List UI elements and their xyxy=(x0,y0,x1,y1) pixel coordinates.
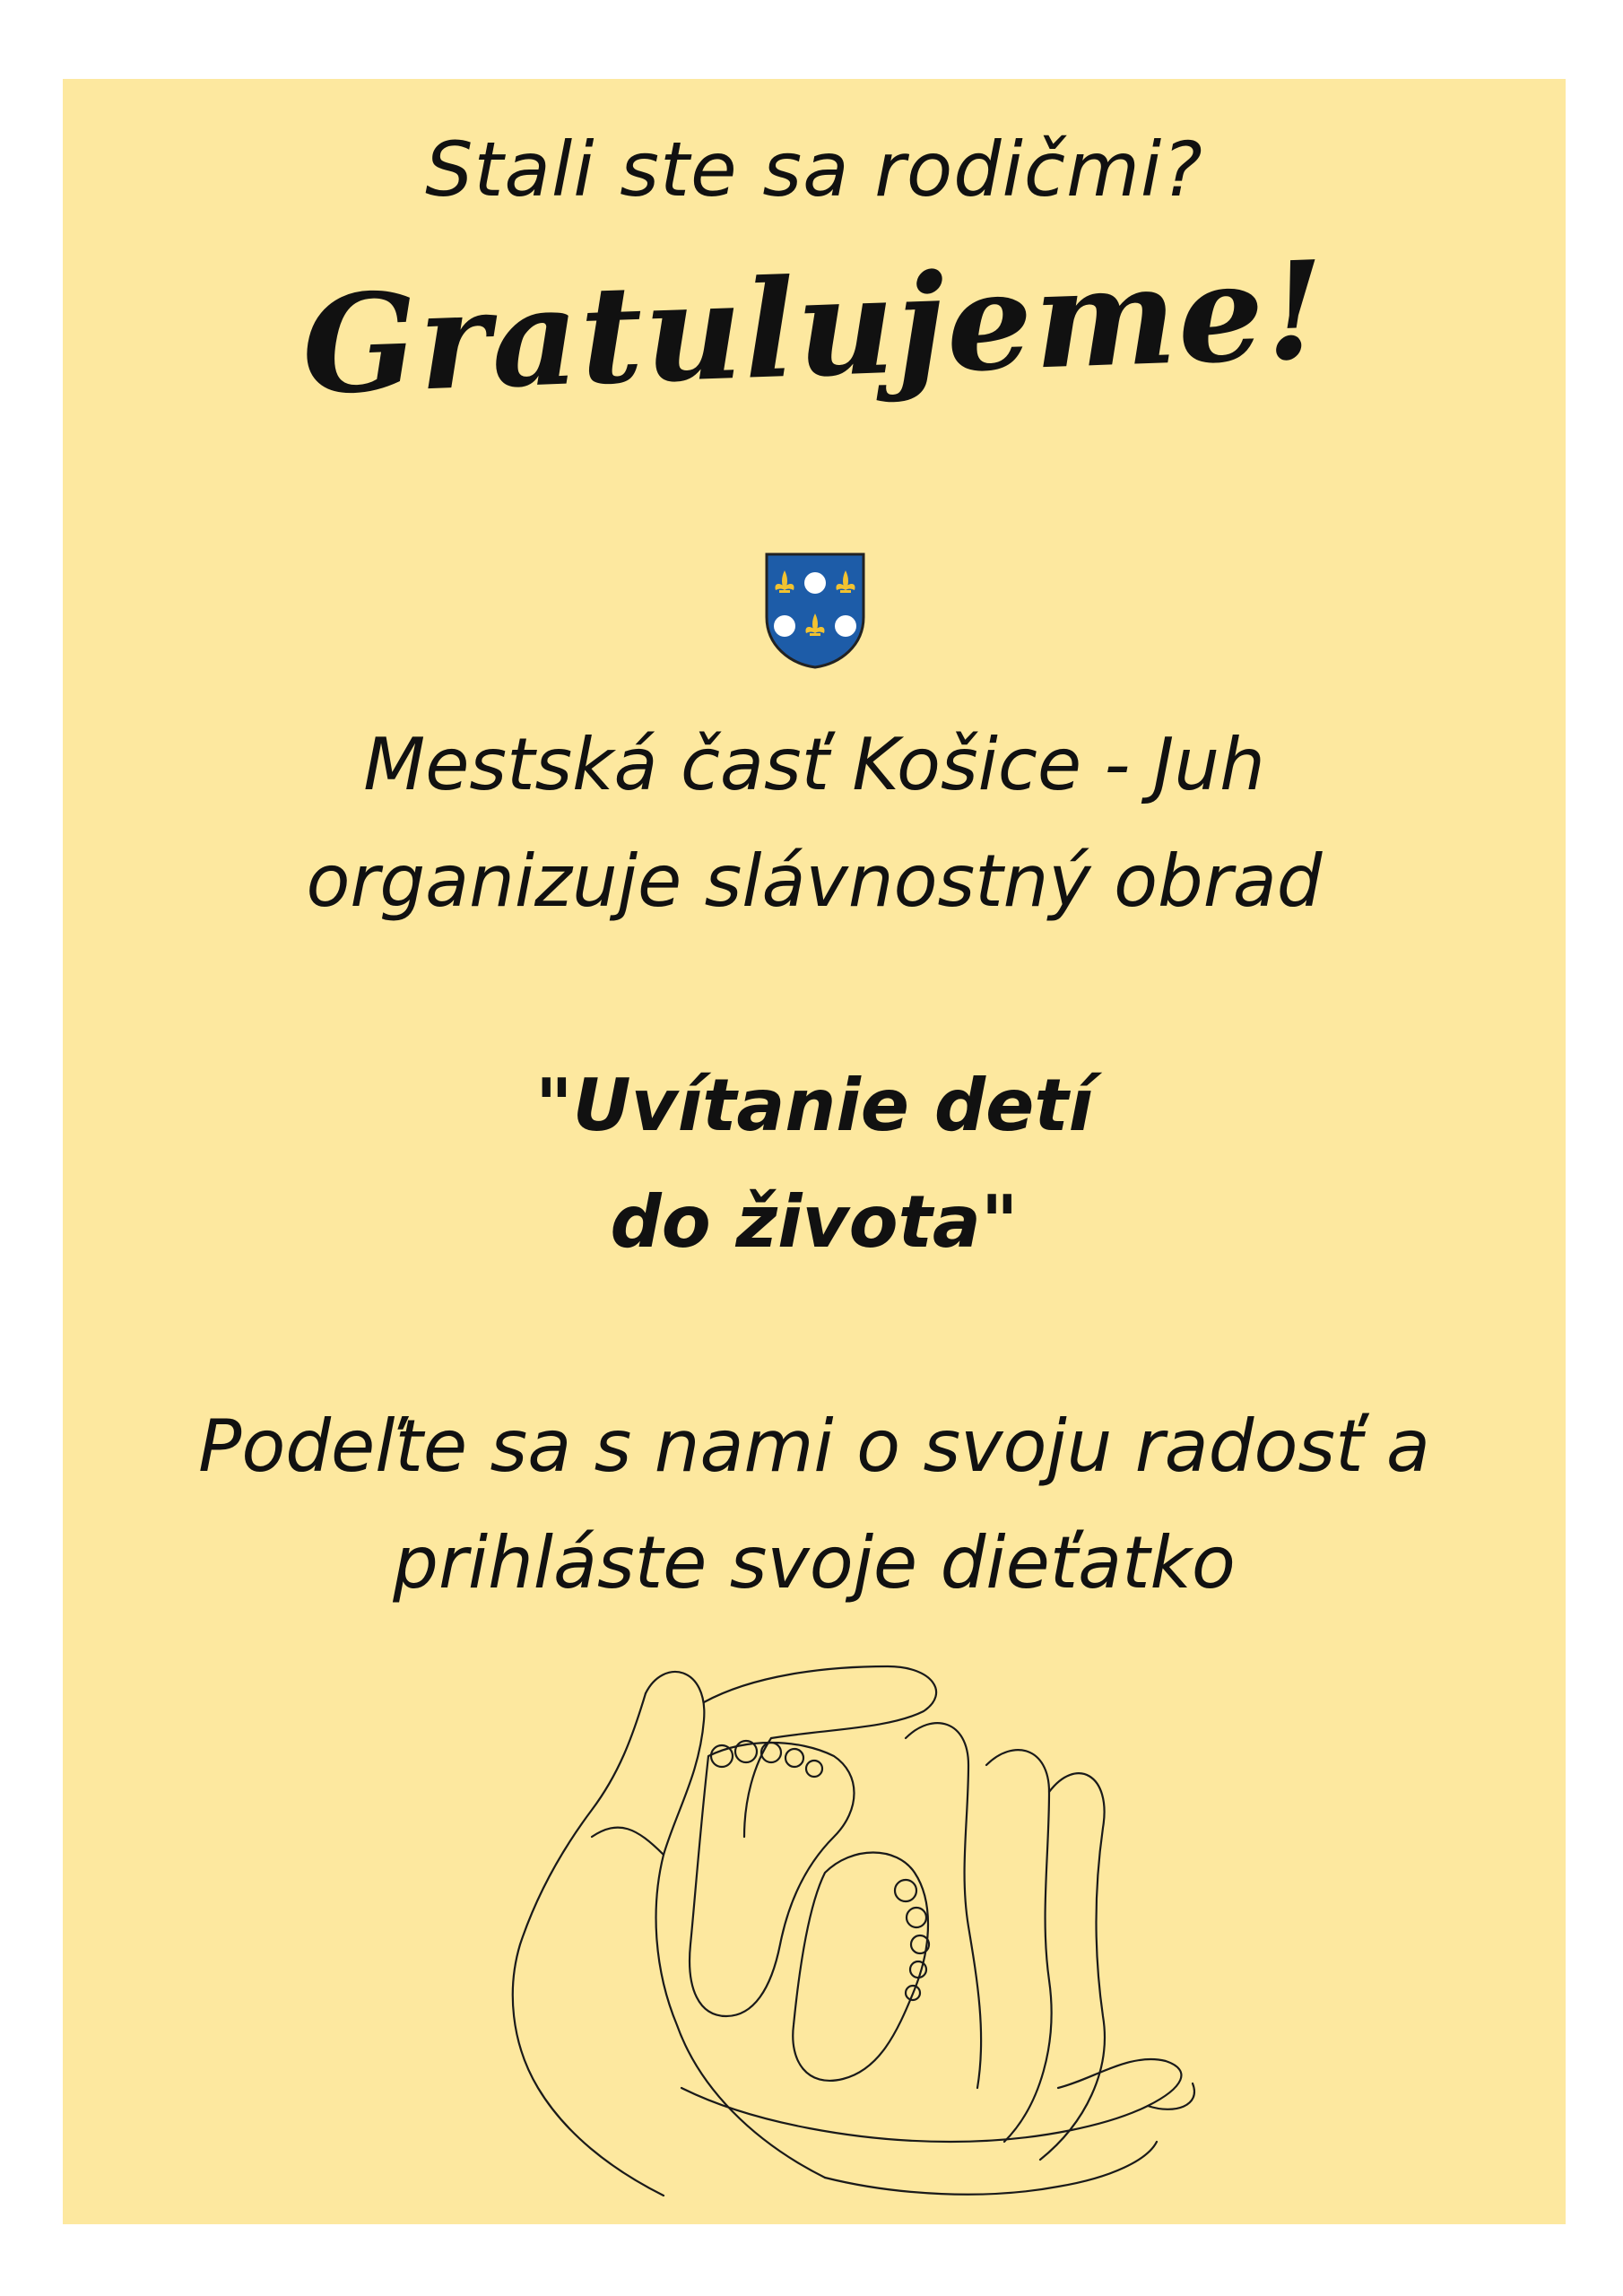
organizer-text xyxy=(63,707,1566,940)
hands-holding-baby-feet-icon xyxy=(484,1639,1255,2213)
organizer-line-1: Mestská časť Košice - Juh xyxy=(363,723,1265,806)
headline-congratulations: Gratulujeme! xyxy=(299,231,1329,425)
event-title-line-1: "Uvítanie detí xyxy=(534,1064,1094,1147)
invite-text xyxy=(63,1388,1566,1622)
invitation-poster xyxy=(63,79,1566,2224)
invite-line-2: prihláste svoje dieťatko xyxy=(393,1521,1236,1605)
coat-of-arms-icon xyxy=(763,551,867,669)
organizer-line-2: organizuje slávnostný obrad xyxy=(306,839,1323,923)
invite-line-1: Podeľte sa s nami o svoju radosť a xyxy=(198,1405,1430,1488)
event-title xyxy=(63,1048,1566,1281)
intro-question: Stali ste sa rodičmi? xyxy=(425,126,1203,213)
event-title-line-2: do života" xyxy=(610,1180,1019,1264)
